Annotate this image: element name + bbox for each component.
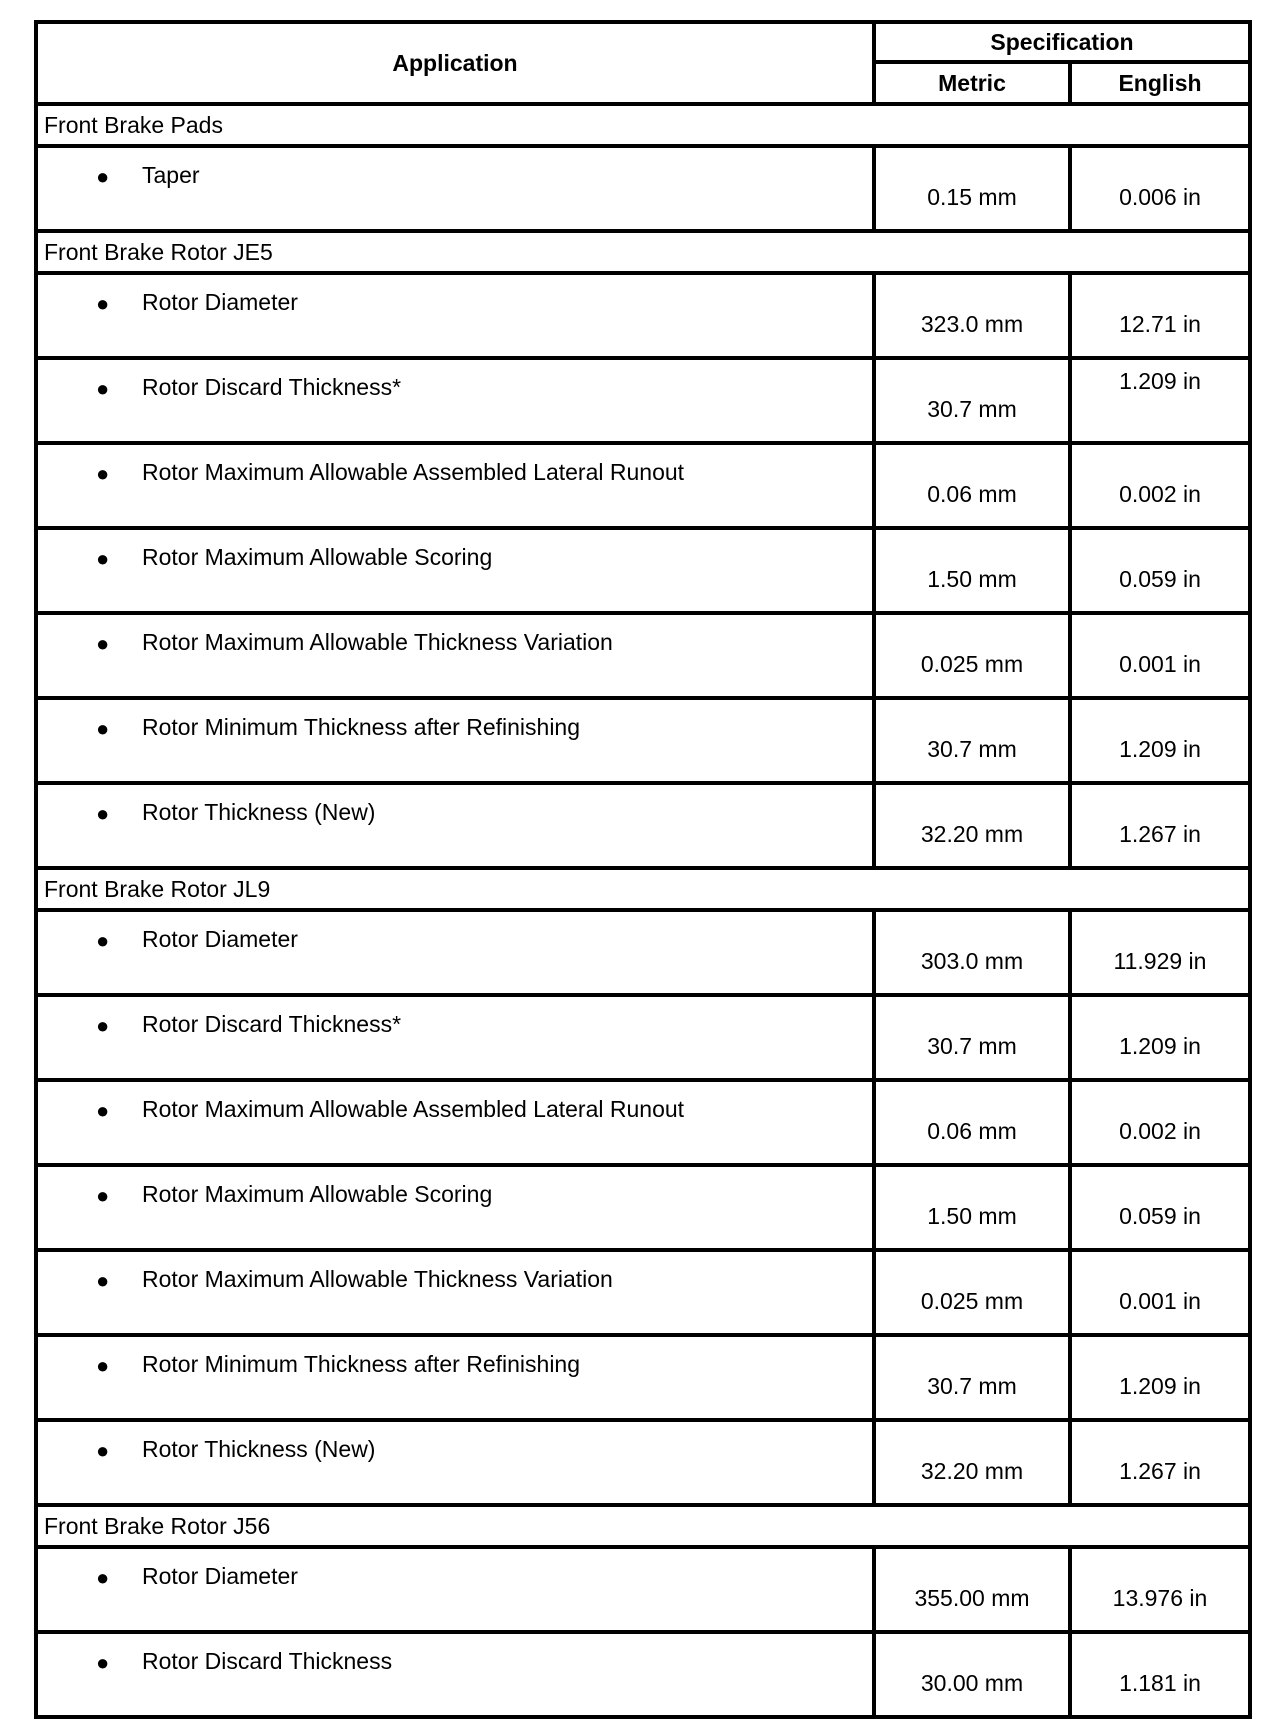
bullet-icon: ● <box>96 801 110 826</box>
english-value: 0.001 in <box>1070 1250 1250 1335</box>
section-header-row <box>36 104 1250 146</box>
application-cell <box>36 443 874 528</box>
english-value: 1.209 in <box>1070 995 1250 1080</box>
bullet-icon: ● <box>96 1438 110 1463</box>
item-label: Rotor Minimum Thickness after Refinishing <box>142 1351 581 1377</box>
table-row <box>36 1420 1250 1505</box>
application-cell <box>36 146 874 231</box>
application-cell <box>36 1250 874 1335</box>
metric-value: 30.7 mm <box>874 358 1070 443</box>
table-row <box>36 1632 1250 1717</box>
table-row <box>36 995 1250 1080</box>
specification-table <box>34 20 1252 1719</box>
table-row <box>36 1335 1250 1420</box>
english-value: 0.006 in <box>1070 146 1250 231</box>
metric-value: 1.50 mm <box>874 1165 1070 1250</box>
bullet-icon: ● <box>96 1013 110 1038</box>
application-cell <box>36 613 874 698</box>
english-value: 1.181 in <box>1070 1632 1250 1717</box>
bullet-icon: ● <box>96 928 110 953</box>
metric-value: 0.15 mm <box>874 146 1070 231</box>
application-header: Application <box>36 22 874 104</box>
bullet-icon: ● <box>96 1650 110 1675</box>
item-label: Rotor Maximum Allowable Thickness Variation <box>142 629 613 655</box>
bullet-icon: ● <box>96 1098 110 1123</box>
section-header-row <box>36 868 1250 910</box>
item-label: Rotor Diameter <box>142 926 298 952</box>
section-title: Front Brake Rotor JE5 <box>36 231 1250 273</box>
item-label: Rotor Maximum Allowable Assembled Lateral Runout <box>142 1096 685 1122</box>
section-title: Front Brake Pads <box>36 104 1250 146</box>
metric-value: 303.0 mm <box>874 910 1070 995</box>
bullet-icon: ● <box>96 291 110 316</box>
metric-value: 0.025 mm <box>874 1250 1070 1335</box>
application-cell <box>36 1080 874 1165</box>
table-row <box>36 910 1250 995</box>
bullet-icon: ● <box>96 1565 110 1590</box>
metric-value: 355.00 mm <box>874 1547 1070 1632</box>
table-row <box>36 528 1250 613</box>
table-row <box>36 783 1250 868</box>
bullet-icon: ● <box>96 1353 110 1378</box>
application-cell <box>36 528 874 613</box>
english-value: 0.001 in <box>1070 613 1250 698</box>
english-value: 1.267 in <box>1070 1420 1250 1505</box>
english-value: 12.71 in <box>1070 273 1250 358</box>
table-row <box>36 1250 1250 1335</box>
item-label: Taper <box>142 162 200 188</box>
section-header-row <box>36 1505 1250 1547</box>
english-value: 0.059 in <box>1070 1165 1250 1250</box>
metric-header: Metric <box>874 62 1070 104</box>
table-row <box>36 1547 1250 1632</box>
item-label: Rotor Maximum Allowable Scoring <box>142 1181 493 1207</box>
application-cell <box>36 1420 874 1505</box>
specification-header: Specification <box>874 22 1250 62</box>
item-label: Rotor Minimum Thickness after Refinishing <box>142 714 581 740</box>
metric-value: 323.0 mm <box>874 273 1070 358</box>
application-cell <box>36 698 874 783</box>
specification-body <box>36 104 1250 1717</box>
item-label: Rotor Discard Thickness* <box>142 374 402 400</box>
table-row <box>36 1165 1250 1250</box>
bullet-icon: ● <box>96 631 110 656</box>
item-label: Rotor Thickness (New) <box>142 799 376 825</box>
table-row <box>36 273 1250 358</box>
bullet-icon: ● <box>96 546 110 571</box>
item-label: Rotor Discard Thickness <box>142 1648 393 1674</box>
table-row <box>36 146 1250 231</box>
bullet-icon: ● <box>96 716 110 741</box>
table-row <box>36 698 1250 783</box>
metric-value: 30.7 mm <box>874 1335 1070 1420</box>
application-cell <box>36 1165 874 1250</box>
section-header-row <box>36 231 1250 273</box>
application-cell <box>36 783 874 868</box>
english-value: 0.002 in <box>1070 443 1250 528</box>
metric-value: 1.50 mm <box>874 528 1070 613</box>
english-value: 11.929 in <box>1070 910 1250 995</box>
english-value: 0.059 in <box>1070 528 1250 613</box>
table-row <box>36 443 1250 528</box>
metric-value: 30.7 mm <box>874 995 1070 1080</box>
english-value: 1.209 in <box>1070 358 1250 443</box>
bullet-icon: ● <box>96 1268 110 1293</box>
english-value: 0.002 in <box>1070 1080 1250 1165</box>
item-label: Rotor Maximum Allowable Scoring <box>142 544 493 570</box>
bullet-icon: ● <box>96 1183 110 1208</box>
item-label: Rotor Maximum Allowable Thickness Variation <box>142 1266 613 1292</box>
english-header: English <box>1070 62 1250 104</box>
table-row <box>36 358 1250 443</box>
english-value: 1.209 in <box>1070 698 1250 783</box>
application-cell <box>36 995 874 1080</box>
item-label: Rotor Thickness (New) <box>142 1436 376 1462</box>
item-label: Rotor Diameter <box>142 289 298 315</box>
table-row <box>36 613 1250 698</box>
english-value: 1.267 in <box>1070 783 1250 868</box>
metric-value: 32.20 mm <box>874 783 1070 868</box>
section-title: Front Brake Rotor J56 <box>36 1505 1250 1547</box>
metric-value: 30.00 mm <box>874 1632 1070 1717</box>
application-cell <box>36 1335 874 1420</box>
application-cell <box>36 1547 874 1632</box>
bullet-icon: ● <box>96 164 110 189</box>
item-label: Rotor Discard Thickness* <box>142 1011 402 1037</box>
metric-value: 30.7 mm <box>874 698 1070 783</box>
application-cell <box>36 910 874 995</box>
english-value: 13.976 in <box>1070 1547 1250 1632</box>
application-cell <box>36 1632 874 1717</box>
item-label: Rotor Diameter <box>142 1563 298 1589</box>
metric-value: 0.06 mm <box>874 1080 1070 1165</box>
application-cell <box>36 358 874 443</box>
metric-value: 0.06 mm <box>874 443 1070 528</box>
table-row <box>36 1080 1250 1165</box>
metric-value: 32.20 mm <box>874 1420 1070 1505</box>
bullet-icon: ● <box>96 376 110 401</box>
english-value: 1.209 in <box>1070 1335 1250 1420</box>
section-title: Front Brake Rotor JL9 <box>36 868 1250 910</box>
metric-value: 0.025 mm <box>874 613 1070 698</box>
bullet-icon: ● <box>96 461 110 486</box>
item-label: Rotor Maximum Allowable Assembled Lateral Runout <box>142 459 685 485</box>
application-cell <box>36 273 874 358</box>
